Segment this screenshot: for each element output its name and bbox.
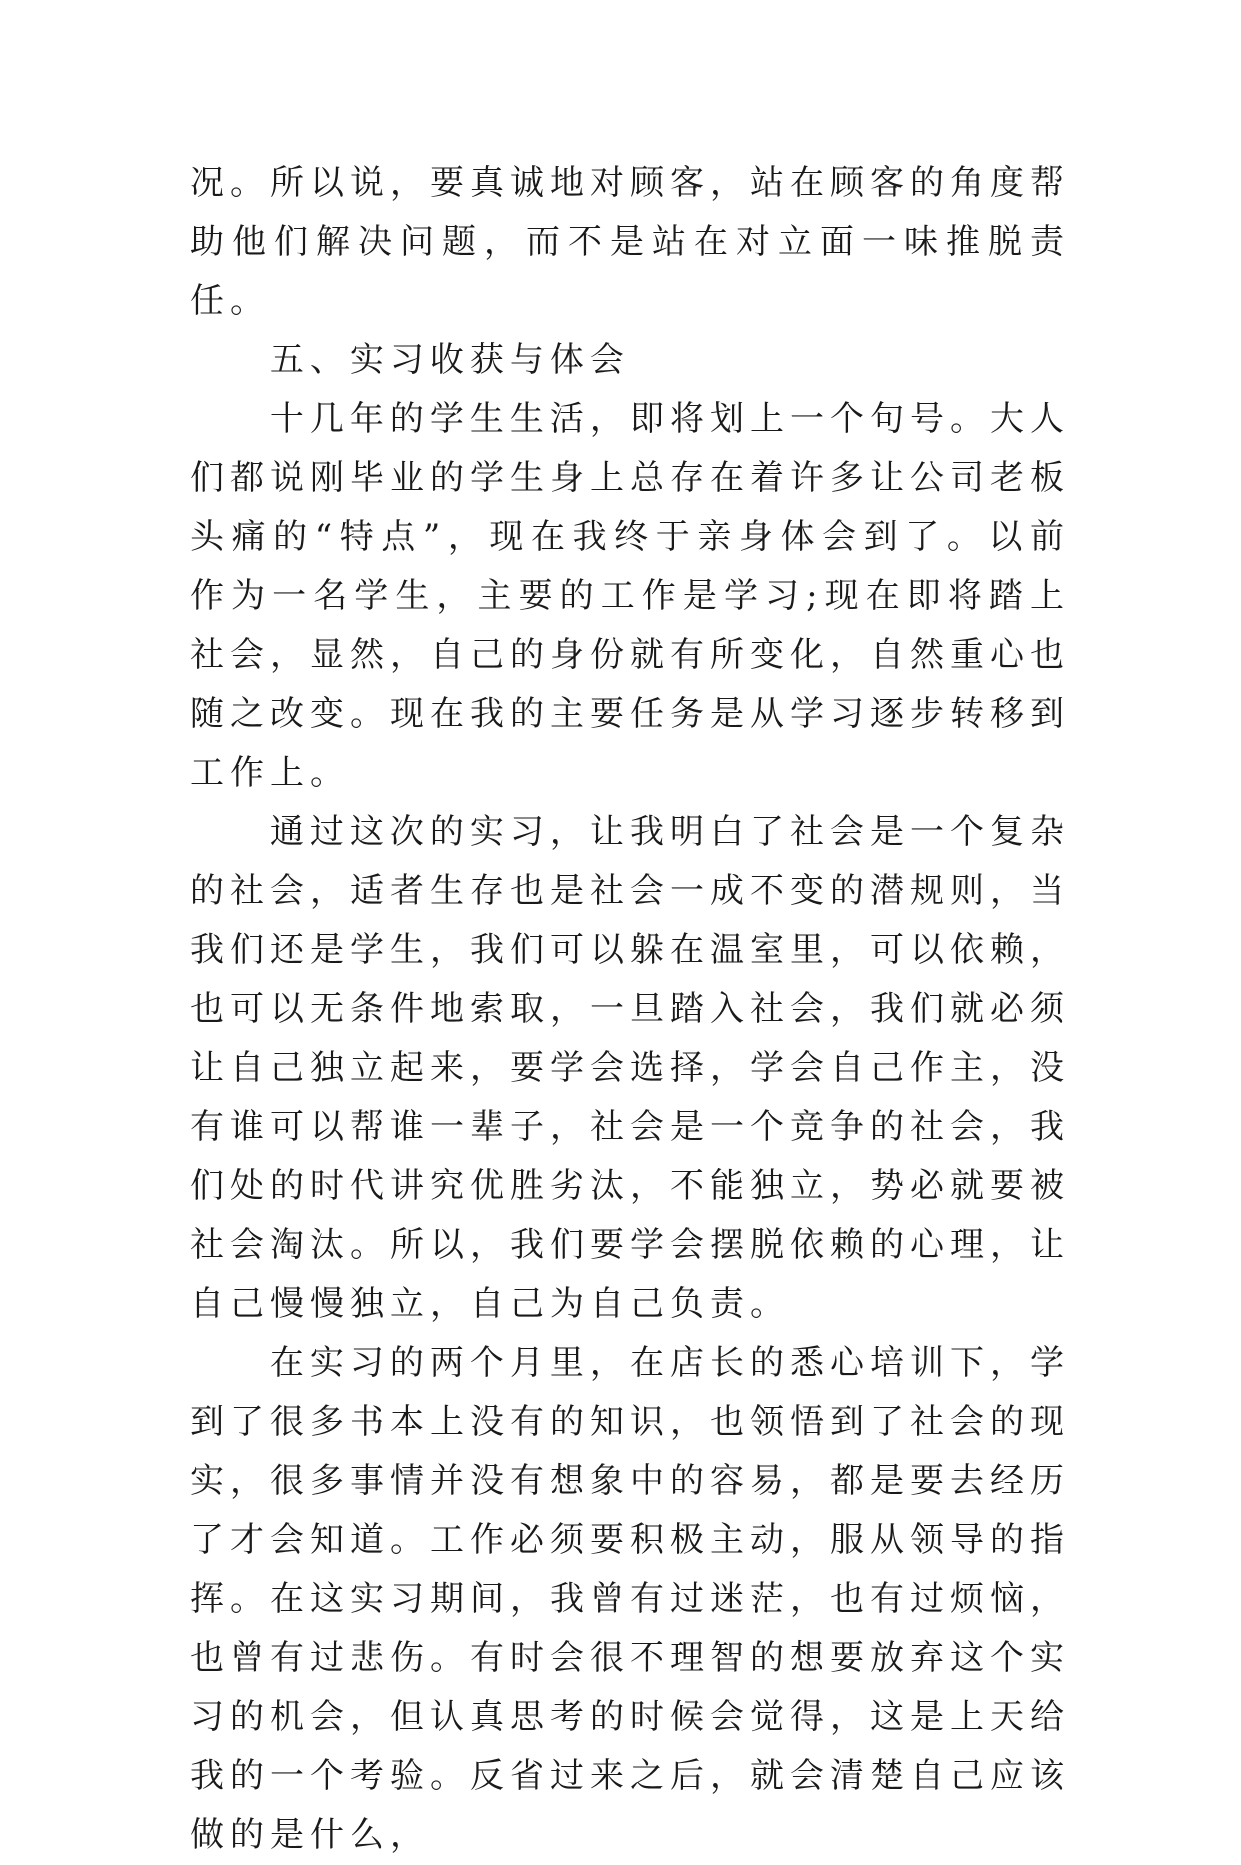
section-heading: 五、实习收获与体会: [269, 340, 630, 380]
document-body: [190, 154, 1070, 1865]
paragraph: 在实习的两个月里，在店长的悉心培训下，学到了很多书本上没有的知识，也领悟到了社会的现实，很多事情并没有想象中的容易，都是要去经历了才会知道。工作必须要积极主动，服从领导的指挥。在这实习期间，我曾有过迷茫，也有过烦恼，也曾有过悲伤。有时会很不理智的想要放弃这个实习的机会，但认真思考的时候会觉得，这是上天给我的一个考验。反省过来之后，就会清楚自己应该做的是什么，: [190, 1343, 1070, 1855]
paragraph: 通过这次的实习，让我明白了社会是一个复杂的社会，适者生存也是社会一成不变的潜规则，当我们还是学生，我们可以躲在温室里，可以依赖，也可以无条件地索取，一旦踏入社会，我们就必须让自己独立起来，要学会选择，学会自己作主，没有谁可以帮谁一辈子，社会是一个竞争的社会，我们处的时代讲究优胜劣汰，不能独立，势必就要被社会淘汰。所以，我们要学会摆脱依赖的心理，让自己慢慢独立，自己为自己负责。: [190, 812, 1070, 1324]
paragraph: 十几年的学生生活，即将划上一个句号。大人们都说刚毕业的学生身上总存在着许多让公司老板头痛的“特点”，现在我终于亲身体会到了。以前作为一名学生，主要的工作是学习;现在即将踏上社会，显然，自己的身份就有所变化，自然重心也随之改变。现在我的主要任务是从学习逐步转移到工作上。: [190, 399, 1070, 793]
paragraph-continuation: 况。所以说，要真诚地对顾客，站在顾客的角度帮助他们解决问题，而不是站在对立面一味推脱责任。: [190, 163, 1070, 321]
